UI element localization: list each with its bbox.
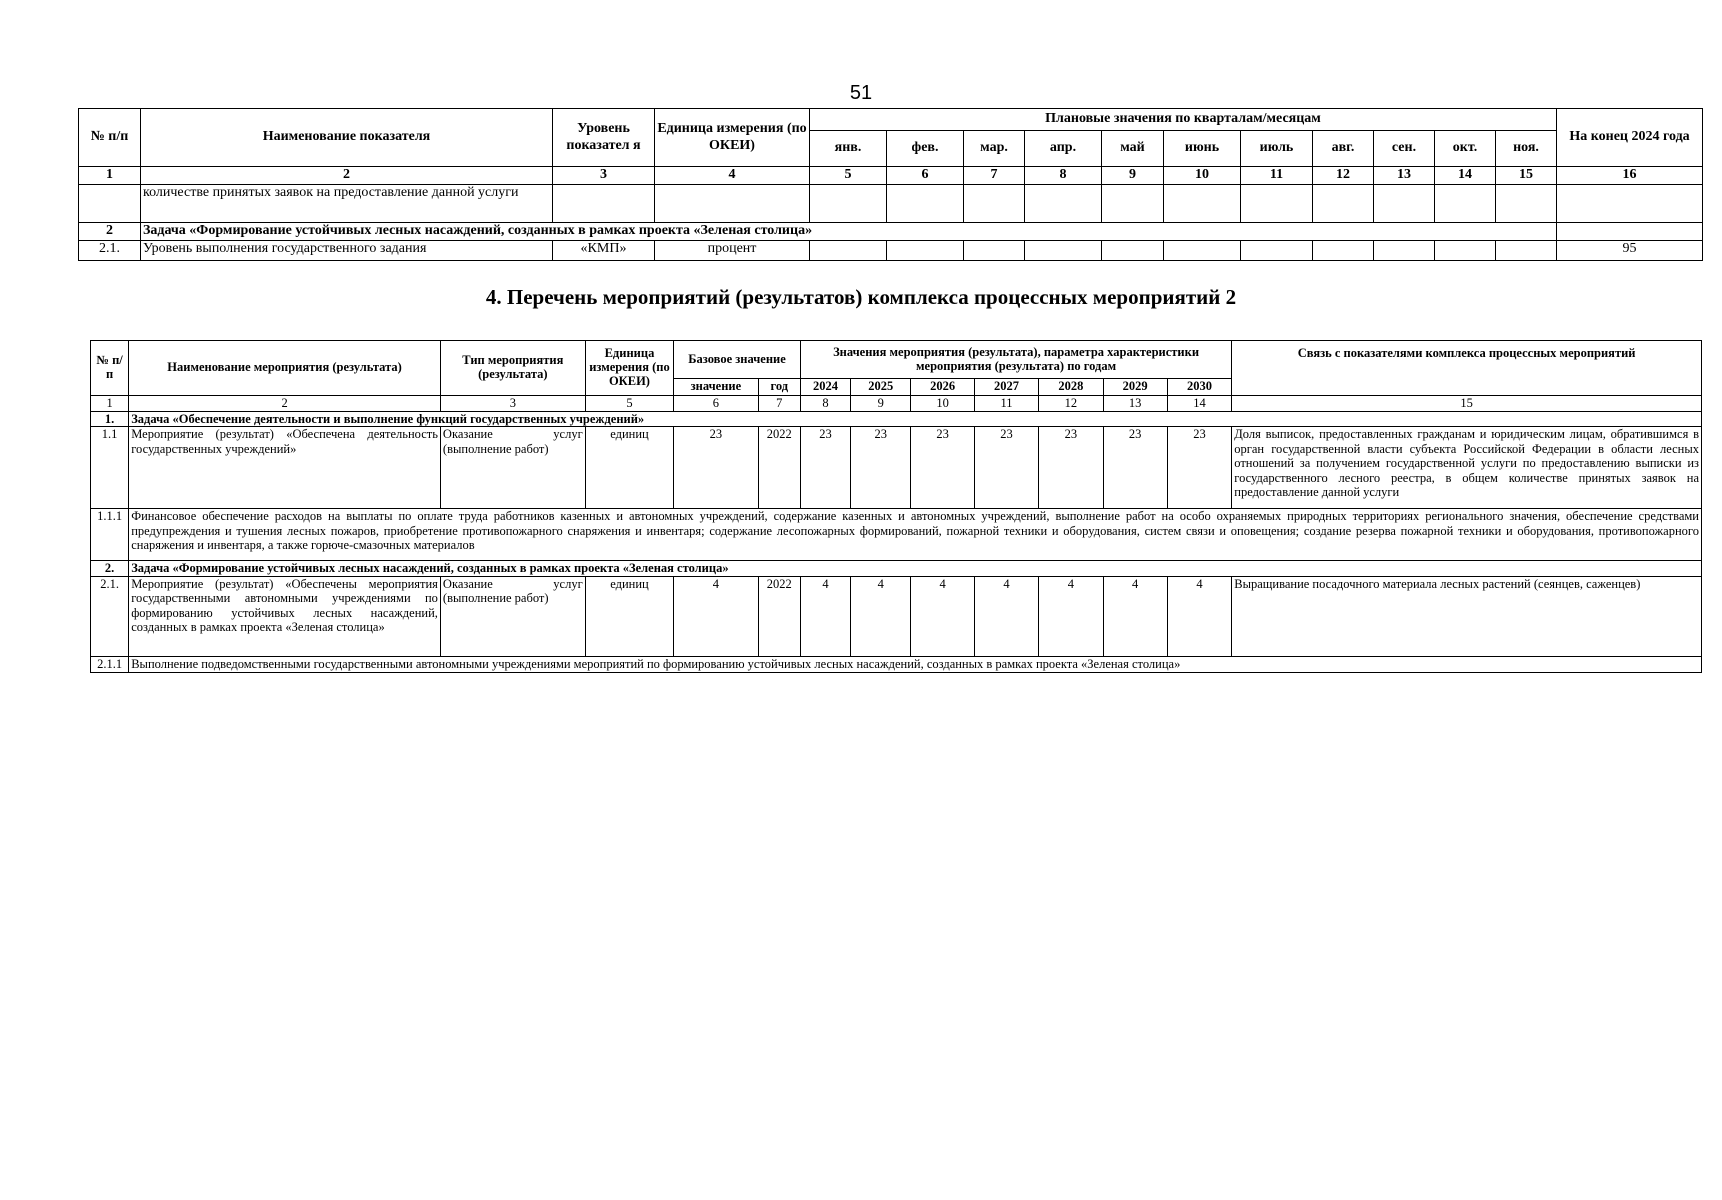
table-row <box>79 241 1703 261</box>
header-base: Базовое значение <box>674 341 801 379</box>
header-num: № п/п <box>91 341 129 396</box>
row-link: Выращивание посадочного материала лесных растений (сеянцев, саженцев) <box>1232 576 1702 656</box>
header-unit: Единица измерения (по ОКЕИ) <box>585 341 673 396</box>
task-row <box>79 223 1703 241</box>
row-value: 23 <box>1039 427 1103 509</box>
row-num: 2.1. <box>91 576 129 656</box>
col-number: 13 <box>1374 167 1435 185</box>
row-end-value: 95 <box>1557 241 1703 261</box>
row-value: 4 <box>800 576 850 656</box>
row-base-value: 4 <box>674 576 758 656</box>
col-number: 1 <box>79 167 141 185</box>
task-text: Задача «Формирование устойчивых лесных насаждений, созданных в рамках проекта «Зеленая столица» <box>141 223 1557 241</box>
col-number: 3 <box>440 396 585 412</box>
section-title: 4. Перечень мероприятий (результатов) комплекса процессных мероприятий 2 <box>485 285 1237 309</box>
activities-table <box>90 340 1702 673</box>
header-base-value: значение <box>674 379 758 396</box>
row-type: Оказание услуг (выполнение работ) <box>440 427 585 509</box>
sub-activity-text: Финансовое обеспечение расходов на выплаты по оплате труда работников казенных и автономных учреждений, содержание казенных и автономных учреждений, выполнение работ на особо охраняемых природных территориях регионального значения, обеспечение средствами предупреждения и тушения лесных пожаров, приобретение противопожарного снаряжения и инвентаря; содержание лесопожарных формирований, пожарной техники и оборудования, систем связи и оповещения; создание резерва пожарной техники и оборудования, противопожарного снаряжения и инвентаря, а также горюче-смазочных материалов <box>129 509 1702 561</box>
col-number: 10 <box>1164 167 1241 185</box>
year-header: 2030 <box>1167 379 1231 396</box>
col-number: 11 <box>974 396 1038 412</box>
month-header: июль <box>1241 131 1313 167</box>
continuation-text: количестве принятых заявок на предоставление данной услуги <box>141 185 553 223</box>
month-header: фев. <box>887 131 964 167</box>
row-value: 4 <box>974 576 1038 656</box>
month-header: апр. <box>1025 131 1102 167</box>
row-name: Уровень выполнения государственного задания <box>141 241 553 261</box>
row-base-year: 2022 <box>758 427 800 509</box>
month-header: ноя. <box>1496 131 1557 167</box>
header-activity-name: Наименование мероприятия (результата) <box>129 341 441 396</box>
month-header: сен. <box>1374 131 1435 167</box>
header-link: Связь с показателями комплекса процессных мероприятий <box>1232 341 1702 396</box>
sub-activity-row <box>91 656 1702 672</box>
continuation-row <box>79 185 1703 223</box>
month-header: окт. <box>1435 131 1496 167</box>
row-num: 2.1.1 <box>91 656 129 672</box>
col-number: 10 <box>911 396 974 412</box>
indicators-table <box>78 108 1703 261</box>
row-base-year: 2022 <box>758 576 800 656</box>
row-value: 4 <box>911 576 974 656</box>
row-value: 23 <box>800 427 850 509</box>
header-num: № п/п <box>79 109 141 167</box>
row-num: 2.1. <box>79 241 141 261</box>
task-row <box>91 561 1702 576</box>
col-number: 15 <box>1496 167 1557 185</box>
row-link: Доля выписок, предоставленных гражданам и юридическим лицам, обратившимся в орган государственной власти субъекта Российской Федерации в области лесных отношений за получением государственной услуги по предоставлению выписки из государственного лесного реестра, в общем количестве принятых заявок на предоставление данной услуги <box>1232 427 1702 509</box>
activity-row <box>91 576 1702 656</box>
row-value: 4 <box>1103 576 1167 656</box>
year-header: 2027 <box>974 379 1038 396</box>
row-base-value: 23 <box>674 427 758 509</box>
col-number: 8 <box>800 396 850 412</box>
row-num: 1.1.1 <box>91 509 129 561</box>
col-number: 2 <box>141 167 553 185</box>
header-values-by-year: Значения мероприятия (результата), параметра характеристики мероприятия (результата) по годам <box>800 341 1231 379</box>
row-unit: единиц <box>585 576 673 656</box>
row-value: 4 <box>1039 576 1103 656</box>
col-number: 1 <box>91 396 129 412</box>
col-number: 2 <box>129 396 441 412</box>
col-number: 5 <box>585 396 673 412</box>
task-num: 2. <box>91 561 129 576</box>
col-number: 7 <box>964 167 1025 185</box>
task-text: Задача «Обеспечение деятельности и выполнение функций государственных учреждений» <box>129 412 1702 427</box>
col-number: 6 <box>674 396 758 412</box>
task-num: 2 <box>79 223 141 241</box>
column-numbers-row <box>91 396 1702 412</box>
month-header: мар. <box>964 131 1025 167</box>
header-level: Уровень показател я <box>553 109 655 167</box>
row-name: Мероприятие (результат) «Обеспечены мероприятия государственными автономными учреждениями по формированию устойчивых лесных насаждений, созданных в рамках проекта «Зеленая столица» <box>129 576 441 656</box>
col-number: 15 <box>1232 396 1702 412</box>
header-end-of-year: На конец 2024 года <box>1557 109 1703 167</box>
row-value: 23 <box>974 427 1038 509</box>
col-number: 9 <box>851 396 911 412</box>
col-number: 9 <box>1102 167 1164 185</box>
row-unit: единиц <box>585 427 673 509</box>
activity-row <box>91 427 1702 509</box>
page-number: 51 <box>849 82 873 104</box>
col-number: 8 <box>1025 167 1102 185</box>
year-header: 2028 <box>1039 379 1103 396</box>
col-number: 12 <box>1039 396 1103 412</box>
col-number: 7 <box>758 396 800 412</box>
col-number: 11 <box>1241 167 1313 185</box>
column-numbers-row <box>79 167 1703 185</box>
col-number: 14 <box>1167 396 1231 412</box>
month-header: янв. <box>810 131 887 167</box>
year-header: 2029 <box>1103 379 1167 396</box>
month-header: авг. <box>1313 131 1374 167</box>
row-name: Мероприятие (результат) «Обеспечена деятельность государственных учреждений» <box>129 427 441 509</box>
col-number: 14 <box>1435 167 1496 185</box>
row-value: 23 <box>1167 427 1231 509</box>
sub-activity-text: Выполнение подведомственными государственными автономными учреждениями мероприятий по формированию устойчивых лесных насаждений, созданных в рамках проекта «Зеленая столица» <box>129 656 1702 672</box>
header-unit: Единица измерения (по ОКЕИ) <box>655 109 810 167</box>
row-value: 23 <box>851 427 911 509</box>
row-value: 4 <box>851 576 911 656</box>
col-number: 5 <box>810 167 887 185</box>
task-num: 1. <box>91 412 129 427</box>
col-number: 13 <box>1103 396 1167 412</box>
header-type: Тип мероприятия (результата) <box>440 341 585 396</box>
row-value: 23 <box>1103 427 1167 509</box>
task-row <box>91 412 1702 427</box>
row-value: 4 <box>1167 576 1231 656</box>
year-header: 2025 <box>851 379 911 396</box>
month-header: май <box>1102 131 1164 167</box>
col-number: 12 <box>1313 167 1374 185</box>
row-value: 23 <box>911 427 974 509</box>
task-text: Задача «Формирование устойчивых лесных насаждений, созданных в рамках проекта «Зеленая столица» <box>129 561 1702 576</box>
header-base-year: год <box>758 379 800 396</box>
col-number: 16 <box>1557 167 1703 185</box>
year-header: 2024 <box>800 379 850 396</box>
year-header: 2026 <box>911 379 974 396</box>
row-type: Оказание услуг (выполнение работ) <box>440 576 585 656</box>
col-number: 6 <box>887 167 964 185</box>
row-level: «КМП» <box>553 241 655 261</box>
col-number: 3 <box>553 167 655 185</box>
col-number: 4 <box>655 167 810 185</box>
row-unit: процент <box>655 241 810 261</box>
row-num: 1.1 <box>91 427 129 509</box>
month-header: июнь <box>1164 131 1241 167</box>
header-indicator-name: Наименование показателя <box>141 109 553 167</box>
sub-activity-row <box>91 509 1702 561</box>
header-planned: Плановые значения по кварталам/месяцам <box>810 109 1557 131</box>
